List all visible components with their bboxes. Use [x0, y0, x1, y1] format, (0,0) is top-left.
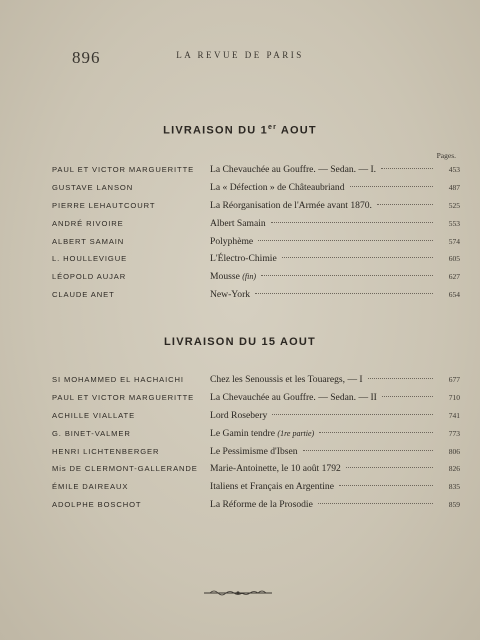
- toc-title: Polyphème: [210, 235, 254, 247]
- toc-author: ÉMILE DAIREAUX: [52, 482, 129, 492]
- toc-row: [52, 218, 460, 236]
- toc-author: GUSTAVE LANSON: [52, 182, 134, 192]
- decorative-rule-ornament: [202, 588, 274, 598]
- toc-page: 710: [448, 392, 460, 402]
- toc-row: [52, 253, 460, 271]
- dot-leader: [382, 396, 433, 397]
- toc-title: New-York: [210, 289, 251, 301]
- running-head: LA REVUE DE PARIS: [176, 50, 304, 60]
- pages-column-label: Pages.: [436, 151, 456, 160]
- toc-row: [52, 289, 460, 307]
- toc-page: 835: [448, 482, 460, 492]
- toc-row: [52, 271, 460, 289]
- dot-leader: [319, 432, 433, 433]
- toc-page: 806: [448, 446, 460, 456]
- toc-row: [52, 463, 460, 481]
- toc-title: La « Défection » de Châteaubriand: [210, 181, 345, 193]
- toc-author: ANDRÉ RIVOIRE: [52, 218, 124, 228]
- toc-page: 487: [448, 182, 460, 192]
- toc-row: [52, 182, 460, 200]
- toc-title: Lord Rosebery: [210, 409, 268, 421]
- dot-leader: [318, 503, 433, 504]
- toc-title: La Chevauchée au Gouffre. — Sedan. — I.: [210, 164, 377, 175]
- dot-leader: [282, 257, 433, 258]
- toc-page: 826: [448, 464, 460, 474]
- toc-row: [52, 374, 460, 392]
- toc-title: Chez les Senoussis et les Touaregs, — I: [210, 374, 363, 385]
- toc-author: ALBERT SAMAIN: [52, 236, 125, 246]
- toc-list-2: [52, 374, 460, 517]
- toc-page: 453: [448, 165, 460, 174]
- toc-title: L'Électro-Chimie: [210, 253, 277, 265]
- toc-row: [52, 481, 460, 499]
- toc-author: ACHILLE VIALLATE: [52, 410, 136, 420]
- toc-page: 574: [448, 236, 460, 246]
- toc-page: 627: [448, 272, 460, 282]
- toc-title: Italiens et Français en Argentine: [210, 481, 334, 493]
- toc-row: [52, 428, 460, 446]
- toc-title: Le Pessimisme d'Ibsen: [210, 445, 298, 457]
- toc-author: ADOLPHE BOSCHOT: [52, 500, 142, 510]
- toc-title: La Chevauchée au Gouffre. — Sedan. — II: [210, 391, 377, 403]
- toc-author: PAUL ET VICTOR MARGUERITTE: [52, 392, 195, 402]
- dot-leader: [346, 467, 433, 468]
- toc-page: 859: [448, 500, 460, 510]
- toc-author: CLAUDE ANET: [52, 290, 115, 300]
- toc-author: G. BINET-VALMER: [52, 428, 131, 438]
- dot-leader: [258, 240, 433, 241]
- toc-page: 773: [448, 428, 460, 438]
- dot-leader: [339, 485, 433, 486]
- toc-row: [52, 236, 460, 254]
- dot-leader: [303, 450, 433, 451]
- section-title-1: LIVRAISON DU 1er AOUT: [163, 124, 317, 137]
- dot-leader: [261, 275, 433, 276]
- toc-page: 605: [448, 254, 460, 264]
- toc-row: [52, 164, 460, 182]
- toc-author: HENRI LICHTENBERGER: [52, 446, 160, 456]
- toc-row: [52, 446, 460, 464]
- toc-row: [52, 499, 460, 517]
- toc-page: 741: [448, 410, 460, 420]
- dot-leader: [368, 378, 433, 379]
- toc-page: 525: [448, 200, 460, 210]
- dot-leader: [381, 168, 433, 169]
- page-number: 896: [72, 48, 101, 67]
- toc-row: [52, 392, 460, 410]
- title-note: (fin): [242, 272, 257, 282]
- dot-leader: [350, 186, 433, 187]
- toc-title: Marie-Antoinette, le 10 août 1792: [210, 463, 341, 475]
- toc-page: 553: [448, 218, 460, 228]
- toc-title: Mousse (fin): [210, 271, 257, 283]
- toc-title: Albert Samain: [210, 217, 266, 229]
- toc-author: LÉOPOLD AUJAR: [52, 272, 127, 282]
- toc-author: PIERRE LEHAUTCOURT: [52, 200, 156, 210]
- toc-list-1: [52, 164, 460, 307]
- toc-author: Mis DE CLERMONT-GALLERANDE: [52, 464, 198, 474]
- toc-page: 677: [448, 375, 460, 384]
- dot-leader: [271, 222, 433, 223]
- title-note: (1re partie): [277, 428, 315, 438]
- toc-author: SI MOHAMMED EL HACHAICHI: [52, 375, 184, 384]
- dot-leader: [377, 204, 433, 205]
- toc-title: La Réorganisation de l'Armée avant 1870.: [210, 199, 372, 211]
- toc-author: PAUL ET VICTOR MARGUERITTE: [52, 165, 195, 174]
- dot-leader: [255, 293, 433, 294]
- toc-title: La Réforme de la Prosodie: [210, 499, 313, 511]
- toc-page: 654: [448, 290, 460, 300]
- dot-leader: [272, 414, 433, 415]
- toc-author: L. HOULLEVIGUE: [52, 254, 128, 264]
- toc-title: Le Gamin tendre (1re partie): [210, 427, 315, 439]
- toc-row: [52, 200, 460, 218]
- section-title-2: LIVRAISON DU 15 AOUT: [164, 336, 316, 348]
- toc-row: [52, 410, 460, 428]
